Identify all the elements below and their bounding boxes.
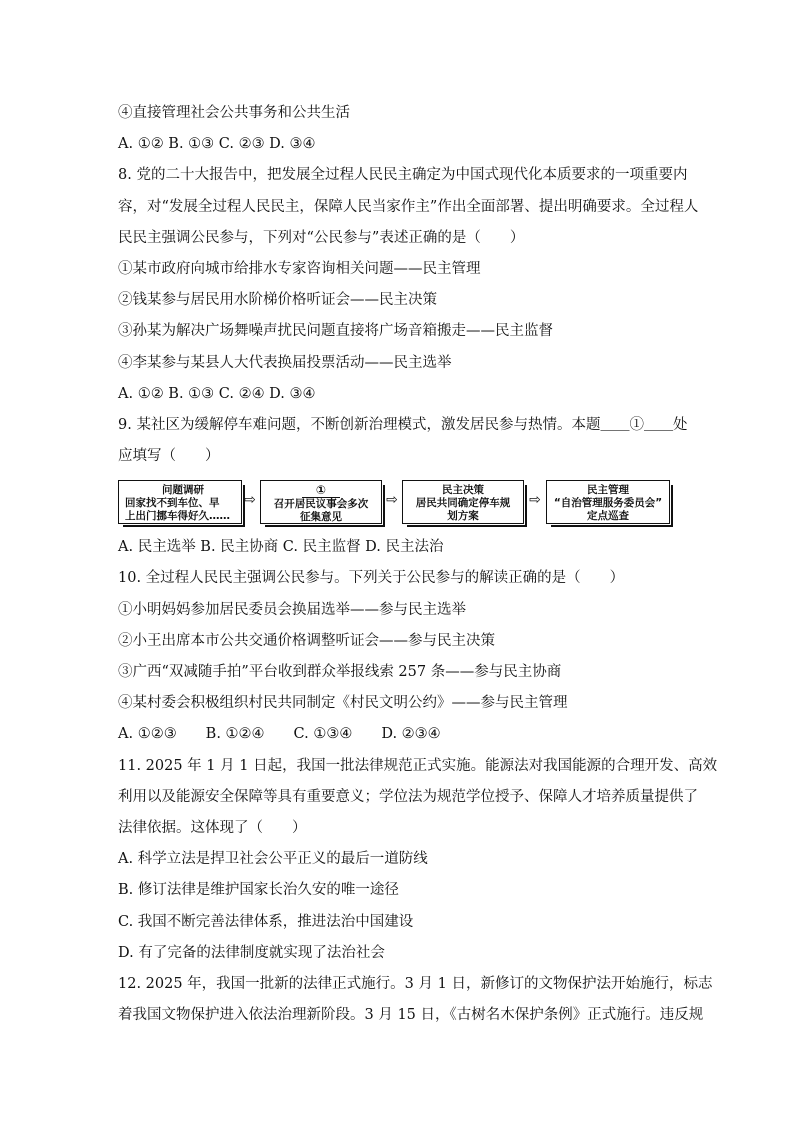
flow-box-management: [546, 480, 670, 524]
flow-box1-title: 问题调研: [162, 484, 204, 497]
q11-stem-line3: 法律依据。这体现了（ ）: [118, 819, 307, 836]
flow-box3-line2: 居民共同确定停车规: [415, 497, 511, 510]
q9-stem-line2: 应填写（ ）: [118, 448, 220, 465]
q8-item-2: ②钱某参与居民用水阶梯价格听证会——民主决策: [118, 292, 437, 309]
q11-choice-c: C. 我国不断完善法律体系，推进法治中国建设: [118, 913, 414, 930]
flow-arrow-1: ⇨: [244, 492, 256, 509]
prev-item-4: ④直接管理社会公共事务和公共生活: [118, 105, 350, 121]
question-8: [118, 160, 699, 410]
q11-stem-line1: 11. 2025 年 1 月 1 日起，我国一批法律规范正式实施。能源法对我国能源的合理开发、高效: [118, 757, 718, 774]
question-9: [118, 410, 688, 564]
flow-box1-line3: 上出门挪车得好久……: [125, 510, 230, 523]
q10-item-1: ①小明妈妈参加居民委员会换届选举——参与民主选举: [118, 601, 466, 618]
flow-box1-line2: 回家找不到车位、早: [125, 497, 220, 510]
q7-options: A. ①② B. ①③ C. ②③ D. ③④: [118, 136, 316, 153]
question-12: [118, 969, 713, 1031]
flow-box-blank: [260, 480, 382, 524]
flow-box-decision: [402, 480, 524, 524]
q11-choice-b: B. 修订法律是维护国家长治久安的唯一途径: [118, 882, 399, 899]
q12-stem-line2: 着我国文物保护进入依法治理新阶段。3 月 15 日，《古树名木保护条例》正式施行。违反规: [118, 1007, 704, 1024]
flow-box3-line3: 划方案: [447, 510, 479, 523]
q9-stem-line1: [118, 410, 688, 441]
flow-box4-title: 民主管理: [587, 484, 629, 497]
q10-stem: 10. 全过程人民民主强调公民参与。下列关于公民参与的解读正确的是（ ）: [118, 570, 625, 587]
flow-box-survey: [118, 480, 242, 524]
q9-flowchart: [118, 480, 678, 532]
q11-choice-d: D. 有了完备的法律制度就实现了法治社会: [118, 944, 385, 961]
q12-stem-line1: 12. 2025 年，我国一批新的法律正式施行。3 月 1 日，新修订的文物保护法开始施行，标志: [118, 975, 713, 992]
q9-options: A. 民主选举 B. 民主协商 C. 民主监督 D. 民主法治: [118, 539, 444, 556]
q10-item-3: ③广西“双减随手拍”平台收到群众举报线索 257 条——参与民主协商: [118, 664, 562, 680]
exam-page: [118, 98, 718, 1031]
q8-item-4: ④李某参与某县人大代表换届投票活动——民主选举: [118, 354, 452, 371]
q8-stem-line1: 8. 党的二十大报告中，把发展全过程人民民主确定为中国式现代化本质要求的一项重要内: [118, 167, 688, 184]
q8-stem-line3: 民民主强调公民参与，下列对“公民参与”表述正确的是（ ）: [118, 229, 525, 246]
flow-box2-mark: ①: [302, 484, 340, 498]
q8-item-1: ①某市政府向城市给排水专家咨询相关问题——民主管理: [118, 260, 481, 277]
question-11: [118, 751, 718, 969]
q10-item-2: ②小王出席本市公共交通价格调整听证会——参与民主决策: [118, 632, 495, 649]
q11-choice-a: A. 科学立法是捍卫社会公平正义的最后一道防线: [118, 851, 428, 868]
q10-item-4: ④某村委会积极组织村民共同制定《村民文明公约》——参与民主管理: [118, 695, 568, 712]
flow-arrow-3: ⇨: [529, 492, 541, 509]
flow-box2-line2: 召开居民议事会多次: [273, 498, 369, 511]
q8-item-3: ③孙某为解决广场舞噪声扰民问题直接将广场音箱搬走——民主监督: [118, 323, 553, 340]
q9-stem-end: 处: [672, 416, 688, 433]
flow-box4-line3: 定点巡查: [587, 510, 629, 523]
q9-blank: ＿＿①＿＿: [600, 416, 673, 433]
flow-box4-line2: “自治管理服务委员会”: [553, 497, 663, 510]
flow-box3-title: 民主决策: [442, 484, 484, 497]
q9-stem-text: 9. 某社区为缓解停车难问题，不断创新治理模式，激发居民参与热情。本题: [118, 416, 601, 433]
q8-stem-line2: 容，对“发展全过程人民民主，保障人民当家作主”作出全面部署、提出明确要求。全过程人: [118, 198, 699, 215]
question-10: [118, 563, 678, 750]
flow-arrow-2: ⇨: [386, 492, 398, 509]
q11-stem-line2: 利用以及能源安全保障等具有重要意义；学位法为规范学位授予、保障人才培养质量提供了: [118, 788, 698, 805]
flow-box2-line3: 征集意见: [300, 511, 342, 524]
q8-options: A. ①② B. ①③ C. ②④ D. ③④: [118, 385, 316, 402]
q10-options: A. ①②③ B. ①②④ C. ①③④ D. ②③④: [118, 726, 441, 743]
